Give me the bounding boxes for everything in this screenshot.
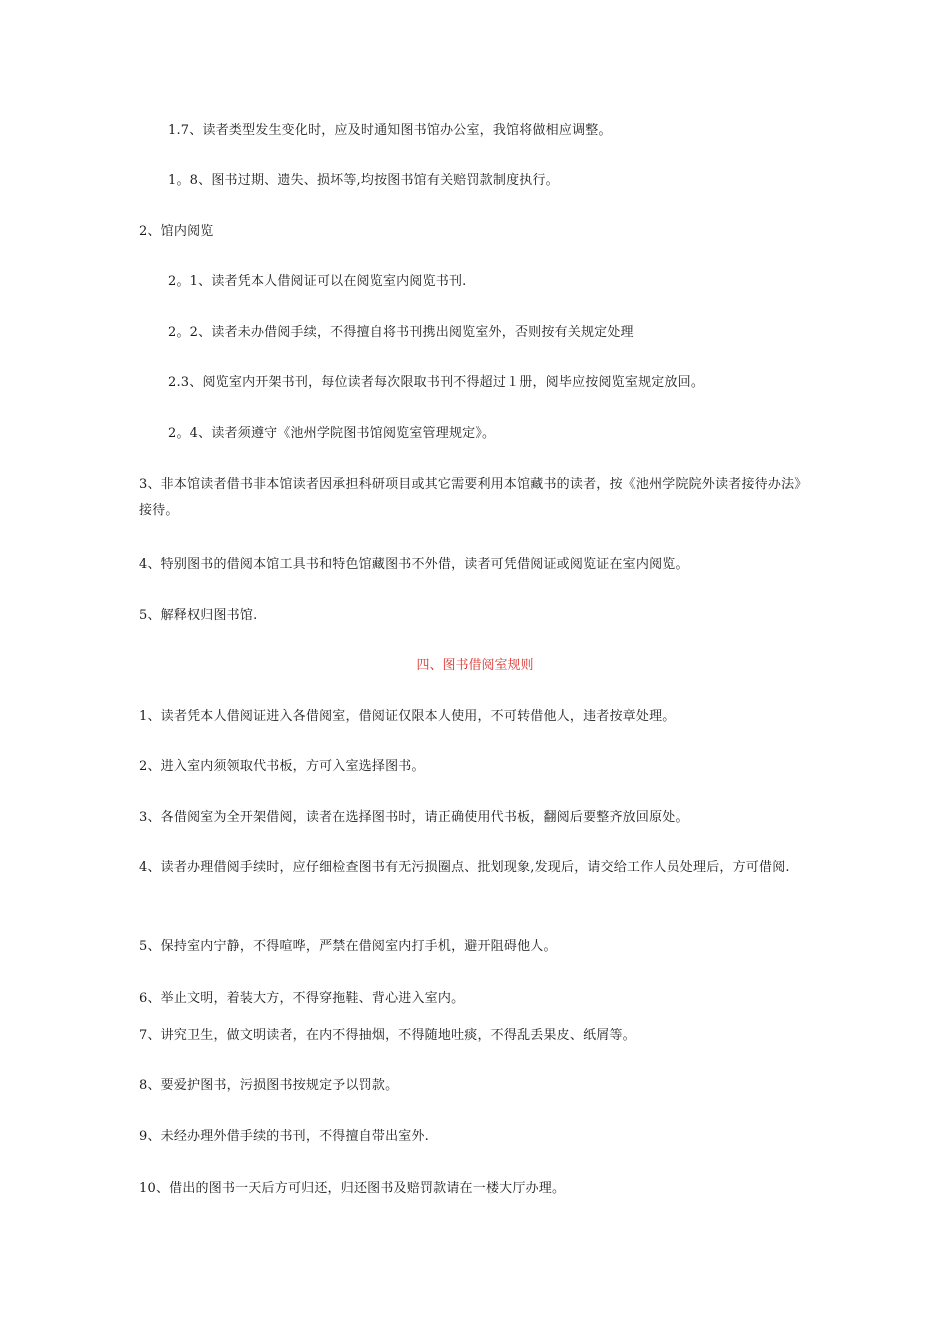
paragraph-2: 2、馆内阅览 [139,224,214,239]
rule-item: 6、举止文明，着装大方，不得穿拖鞋、背心进入室内。 [139,991,465,1006]
paragraph-2-4: 2。4、读者须遵守《池州学院图书馆阅览室管理规定》。 [168,426,496,441]
paragraph-1-7: 1.7、读者类型发生变化时，应及时通知图书馆办公室，我馆将做相应调整。 [168,123,612,138]
paragraph-4: 4、特别图书的借阅本馆工具书和特色馆藏图书不外借，读者可凭借阅证或阅览证在室内阅览。 [139,557,689,572]
rule-item: 8、要爱护图书，污损图书按规定予以罚款。 [139,1078,399,1093]
rule-item: 1、读者凭本人借阅证进入各借阅室，借阅证仅限本人使用，不可转借他人，违者按章处理。 [139,709,676,724]
paragraph-5: 5、解释权归图书馆. [139,608,258,623]
rule-item: 5、保持室内宁静，不得喧哗，严禁在借阅室内打手机，避开阻碍他人。 [139,939,557,954]
rule-item: 7、讲究卫生，做文明读者，在内不得抽烟，不得随地吐痰，不得乱丢果皮、纸屑等。 [139,1028,636,1043]
rule-item: 4、读者办理借阅手续时，应仔细检查图书有无污损圈点、批划现象,发现后，请交给工作人员处理后，方可借阅. [139,860,790,875]
rule-item: 10、借出的图书一天后方可归还，归还图书及赔罚款请在一楼大厅办理。 [139,1181,566,1196]
section-heading: 四、图书借阅室规则 [416,658,534,673]
paragraph-3: 3、非本馆读者借书非本馆读者因承担科研项目或其它需要利用本馆藏书的读者，按《池州学院院外读者接待办法》接待。 [139,477,808,518]
rule-item: 2、进入室内须领取代书板，方可入室选择图书。 [139,759,425,774]
rule-item: 3、各借阅室为全开架借阅，读者在选择图书时，请正确使用代书板，翻阅后要整齐放回原处。 [139,810,689,825]
paragraph-1-8: 1。8、图书过期、遗失、损坏等,均按图书馆有关赔罚款制度执行。 [168,173,559,188]
paragraph-2-2: 2。2、读者未办借阅手续，不得擅自将书刊携出阅览室外，否则按有关规定处理 [168,325,634,340]
rule-item: 9、未经办理外借手续的书刊，不得擅自带出室外. [139,1129,430,1144]
paragraph-2-1: 2。1、读者凭本人借阅证可以在阅览室内阅览书刊. [168,274,467,289]
paragraph-2-3: 2.3、阅览室内开架书刊，每位读者每次限取书刊不得超过１册，阅毕应按阅览室规定放回。 [168,375,705,390]
